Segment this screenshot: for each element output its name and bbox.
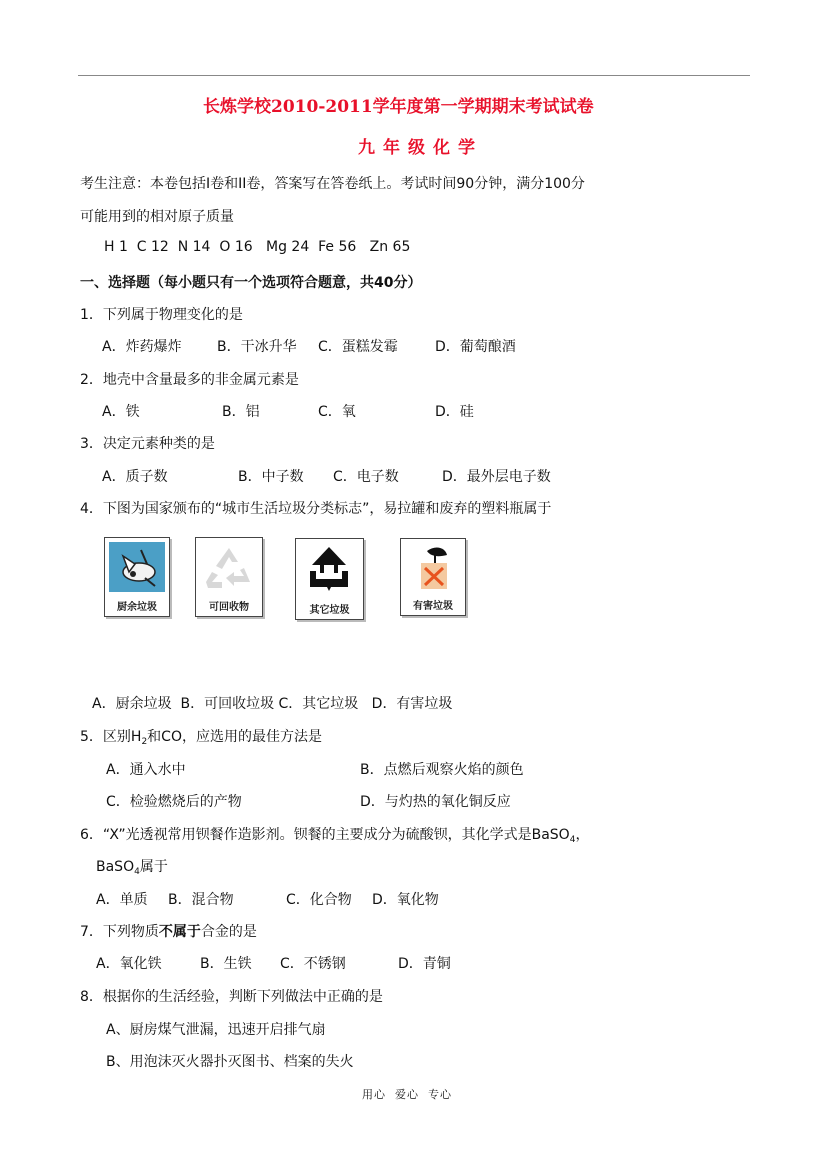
question-6-option-d: D．氧化物 — [372, 892, 439, 908]
question-5-option-a: A．通入水中 — [106, 762, 186, 778]
page-subtitle: 九年级化学 — [358, 138, 483, 158]
sign-label: 有害垃圾 — [413, 601, 453, 612]
question-2-option-b: B．铝 — [222, 404, 260, 420]
question-5-option-b: B．点燃后观察火焰的颜色 — [360, 762, 524, 778]
atomic-mass-list: H 1 C 12 N 14 O 16 Mg 24 Fe 56 Zn 65 — [104, 239, 411, 255]
atomic-mass-heading: 可能用到的相对原子质量 — [80, 209, 234, 225]
page-footer: 用心 爱心 专心 — [362, 1088, 452, 1101]
question-3-option-a: A．质子数 — [102, 469, 168, 485]
question-7-option-a: A．氧化铁 — [96, 956, 162, 972]
question-4-stem: 4．下图为国家颁布的“城市生活垃圾分类标志”，易拉罐和废弃的塑料瓶属于 — [80, 501, 552, 517]
question-5-option-d: D．与灼热的氧化铜反应 — [360, 794, 511, 810]
kitchen-waste-sign — [104, 537, 170, 617]
question-2-option-d: D．硅 — [435, 404, 474, 420]
page-title: 长炼学校2010-2011学年度第一学期期末考试试卷 — [203, 97, 594, 117]
question-7-option-d: D．青铜 — [398, 956, 451, 972]
question-1-option-a: A．炸药爆炸 — [102, 339, 182, 355]
question-8-option-a: A、厨房煤气泄漏，迅速开启排气扇 — [106, 1022, 326, 1038]
question-7-stem: 7．下列物质不属于合金的是 — [80, 924, 257, 940]
question-7-option-b: B．生铁 — [200, 956, 252, 972]
sign-label: 厨余垃圾 — [117, 602, 157, 613]
question-3-option-d: D．最外层电子数 — [442, 469, 551, 485]
question-3-stem: 3．决定元素种类的是 — [80, 436, 215, 452]
kitchen-waste-sign-icon — [109, 542, 165, 592]
question-2-option-c: C．氧 — [318, 404, 356, 420]
question-1-option-c: C．蛋糕发霉 — [318, 339, 398, 355]
question-8-option-b: B、用泡沫灭火器扑灭图书、档案的失火 — [106, 1054, 354, 1070]
recyclable-sign — [195, 537, 263, 617]
other-waste-sign — [295, 538, 364, 620]
question-1-option-d: D．葡萄酿酒 — [435, 339, 516, 355]
question-6-option-a: A．单质 — [96, 892, 148, 908]
other-waste-sign-icon — [300, 543, 359, 593]
sign-label: 其它垃圾 — [309, 605, 350, 616]
sign-label: 可回收物 — [209, 602, 249, 613]
question-6-stem: 6．“X”光透视常用钡餐作造影剂。钡餐的主要成分为硫酸钡，其化学式是BaSO$_4$， — [80, 827, 590, 845]
question-6-stem-continued: BaSO$_4$属于 — [96, 859, 168, 877]
question-3-option-b: B．中子数 — [238, 469, 304, 485]
question-1-stem: 1．下列属于物理变化的是 — [80, 307, 243, 323]
question-7-option-c: C．不锈钢 — [280, 956, 346, 972]
question-4-options: A．厨余垃圾 B．可回收垃圾 C．其它垃圾 D．有害垃圾 — [92, 696, 453, 712]
question-1-option-b: B．干冰升华 — [217, 339, 297, 355]
hazardous-waste-sign — [400, 538, 466, 616]
question-3-option-c: C．电子数 — [333, 469, 399, 485]
section-heading: 一、选择题（每小题只有一个选项符合题意，共40分） — [80, 275, 422, 291]
notice-line: 考生注意：本卷包括I卷和II卷，答案写在答卷纸上。考试时间90分钟，满分100分 — [80, 176, 585, 192]
question-2-stem: 2．地壳中含量最多的非金属元素是 — [80, 372, 299, 388]
hazardous-waste-sign-icon — [405, 543, 461, 593]
recyclable-sign-icon — [200, 542, 258, 592]
question-5-stem: 5．区别$H_2$和CO，应选用的最佳方法是 — [80, 729, 322, 747]
question-5-option-c: C．检验燃烧后的产物 — [106, 794, 242, 810]
question-6-option-b: B．混合物 — [168, 892, 234, 908]
question-8-stem: 8．根据你的生活经验，判断下列做法中正确的是 — [80, 989, 383, 1005]
question-6-option-c: C．化合物 — [286, 892, 352, 908]
top-rule — [78, 75, 750, 76]
question-2-option-a: A．铁 — [102, 404, 140, 420]
